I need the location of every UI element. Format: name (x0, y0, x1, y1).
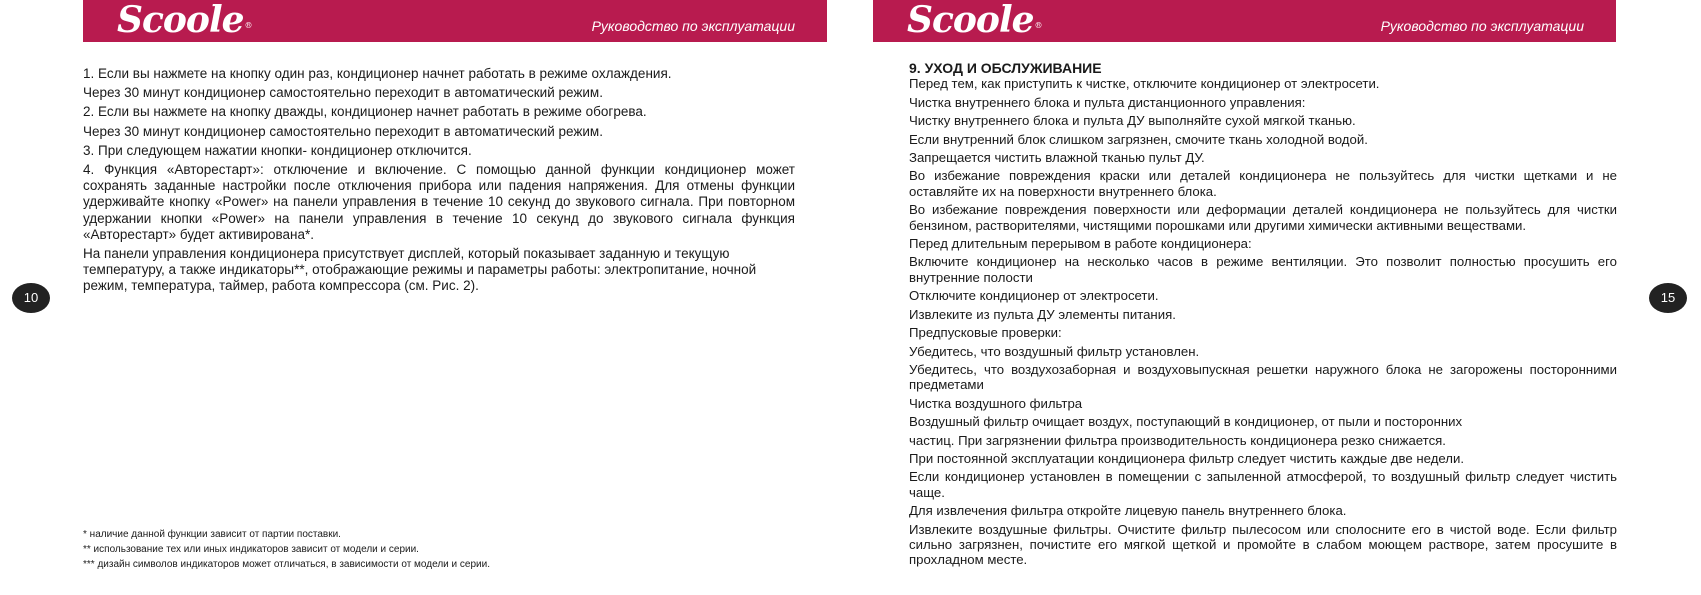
brand-logo-text: Scoole (907, 0, 1034, 41)
footnotes (83, 527, 490, 572)
footnote: * наличие данной функции зависит от партии поставки. (83, 529, 341, 540)
paragraph: Извлеките воздушные фильтры. Очистите фильтр пылесосом или сполосните его в чистой воде. Если фильтр сильно загрязнен, почистите его мягкой щеткой и промойте в слабом моющем растворе, затем просушите в прохладном месте. (909, 521, 1617, 568)
paragraph: На панели управления кондиционера присутствует дисплей, который показывает заданную и текущую температуру, а также индикаторы**, отображающие режимы и параметры работы: электропитание, ночной режим, температура, таймер, работа компрессора (см. Рис. 2). (83, 246, 757, 294)
paragraph: Через 30 минут кондиционер самостоятельно переходит в автоматический режим. (83, 123, 603, 139)
paragraph: 1. Если вы нажмете на кнопку один раз, кондиционер начнет работать в режиме охлаждения. (83, 66, 672, 81)
paragraph: 4. Функция «Авторестарт»: отключение и включение. С помощью данной функции кондиционер может сохранять заданные настройки после отключения прибора или падения напряжения. Для отмены функции удерживайте кнопку «Power» на панели управления в течение 10 секунд до звукового сигнала. При повторном удержании кнопки «Power» на панели управления в течение 10 секунд до звукового сигнала функция «Авторестарт» будет активирована*. (83, 162, 795, 242)
header-title: Руководство по эксплуатации (1380, 18, 1584, 34)
paragraph: Во избежание повреждения краски или деталей кондиционера не пользуйтесь для чистки щетками и не оставляйте их на поверхности внутреннего блока. (909, 168, 1617, 199)
right-body-text (909, 61, 1617, 568)
paragraph: 3. При следующем нажатии кнопки- кондиционер отключится. (83, 142, 472, 158)
paragraph: Во избежание повреждения поверхности или деформации деталей кондиционера не пользуйтесь для чистки бензином, растворителями, чистящими порошками или другими химически активными веществами. (909, 202, 1617, 233)
paragraph: Перед тем, как приступить к чистке, отключите кондиционер от электросети. (909, 76, 1380, 92)
left-page (0, 0, 850, 595)
brand-logo-text: Scoole (117, 0, 244, 41)
paragraph: Воздушный фильтр очищает воздух, поступающий в кондиционер, от пыли и посторонних (909, 414, 1463, 430)
paragraph: Включите кондиционер на несколько часов в режиме вентиляции. Это позволит полностью просушить его внутренние полости (909, 254, 1617, 285)
paragraph: Убедитесь, что воздухозаборная и воздуховыпускная решетки наружного блока не загорожены посторонними предметами (909, 361, 1617, 393)
paragraph: Отключите кондиционер от электросети. (909, 288, 1159, 304)
page-number: 15 (1649, 283, 1687, 313)
paragraph: Извлеките из пульта ДУ элементы питания. (909, 306, 1176, 322)
page-number: 10 (12, 283, 50, 313)
paragraph: частиц. При загрязнении фильтра производительность кондиционера резко снижается. (909, 432, 1446, 448)
paragraph: При постоянной эксплуатации кондиционера фильтр следует чистить каждые две недели. (909, 450, 1465, 466)
footnote: ** использование тех или иных индикаторов зависит от модели и серии. (83, 544, 419, 555)
brand-logo (907, 0, 1042, 42)
right-header-bar (873, 0, 1616, 42)
brand-logo (117, 0, 252, 42)
header-title: Руководство по эксплуатации (591, 18, 795, 34)
paragraph: Если внутренний блок слишком загрязнен, смочите ткань холодной водой. (909, 131, 1368, 147)
section-title: 9. УХОД И ОБСЛУЖИВАНИЕ (909, 60, 1102, 76)
paragraph: Чистка внутреннего блока и пульта дистанционного управления: (909, 94, 1306, 110)
right-page (850, 0, 1701, 595)
registered-mark: ® (1034, 21, 1042, 30)
paragraph: Чистку внутреннего блока и пульта ДУ выполняйте сухой мягкой тканью. (909, 113, 1356, 129)
paragraph: 2. Если вы нажмете на кнопку дважды, кондиционер начнет работать в режиме обогрева. (83, 104, 647, 120)
paragraph: Если кондиционер установлен в помещении с запыленной атмосферой, то воздушный фильтр следует чистить чаще. (909, 469, 1617, 500)
left-body-text (83, 66, 795, 295)
registered-mark: ® (244, 21, 252, 30)
paragraph: Запрещается чистить влажной тканью пульт ДУ. (909, 150, 1205, 166)
paragraph: Убедитесь, что воздушный фильтр установлен. (909, 343, 1200, 359)
paragraph: Предпусковые проверки: (909, 325, 1062, 341)
paragraph: Чистка воздушного фильтра (909, 395, 1083, 411)
paragraph: Через 30 минут кондиционер самостоятельно переходит в автоматический режим. (83, 85, 603, 101)
footnote: *** дизайн символов индикаторов может отличаться, в зависимости от модели и серии. (83, 559, 490, 570)
paragraph: Для извлечения фильтра откройте лицевую панель внутреннего блока. (909, 503, 1347, 519)
paragraph: Перед длительным перерывом в работе кондиционера: (909, 236, 1252, 252)
left-header-bar (83, 0, 827, 42)
